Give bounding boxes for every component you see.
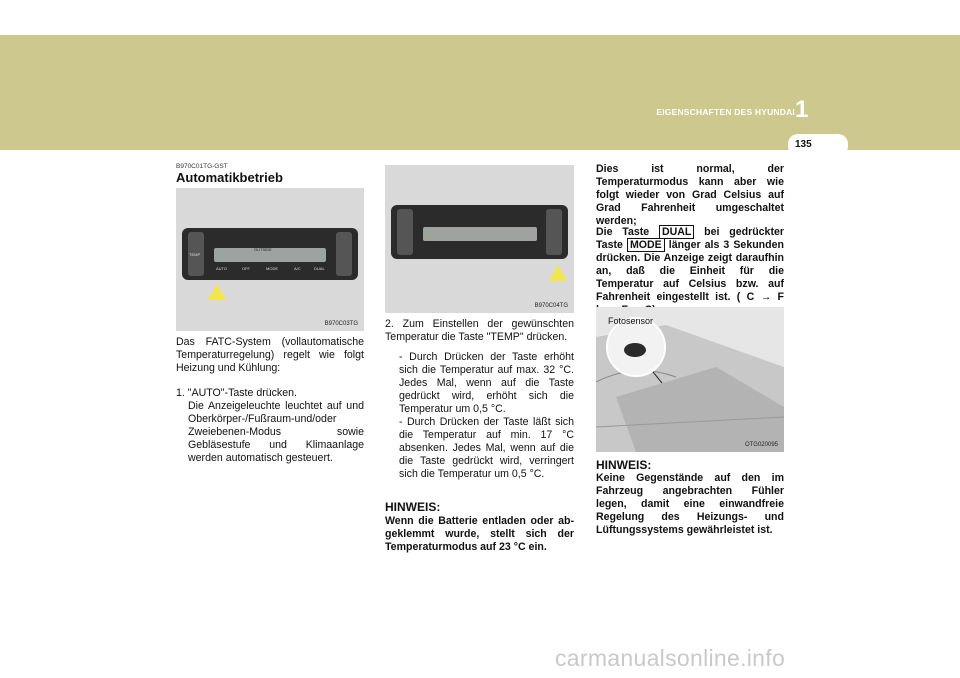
section-code: B970C01TG-GST (176, 163, 228, 170)
intro-paragraph: Das FATC-System (vollautomatische Temperaturregelung) regelt wie folgt Heizung und Kühlung: (176, 336, 364, 374)
figure-code-3: OTG020095 (744, 442, 778, 448)
outside-label: OUTSIDE (254, 247, 272, 252)
section-title: EIGENSCHAFTEN DES HYUNDAI (656, 107, 795, 117)
pointer-arrow-icon-2 (549, 265, 567, 281)
note-body-1: Wenn die Batterie entladen oder ab-geklemmt wurde, stellt sich der Temperaturmodus auf 23 °C ein. (385, 515, 574, 553)
photosensor-figure (596, 307, 784, 452)
climate-panel-figure-2 (385, 165, 574, 313)
temp-left-button-2 (397, 209, 413, 255)
step-2-bullet-1: - Durch Drücken der Taste erhöht sich die Temperatur auf max. 32 °C. Jedes Mal, wenn auf die Taste gedrückt wird, erhöht sich die Temperatur um 0,5 °C. (399, 351, 574, 415)
climate-control-panel (182, 228, 358, 280)
temp-right-button-2 (546, 209, 562, 255)
panel-dual-label: DUAL (314, 266, 325, 271)
photosensor-icon (624, 343, 646, 357)
climate-display-2 (423, 227, 537, 241)
step-1-title: 1. "AUTO"-Taste drücken. (176, 387, 297, 399)
figure-code-2: B970C04TG (534, 303, 568, 309)
step-2-bullet-2: - Durch Drücken der Taste läßt sich die Temperatur auf min. 17 °C absenken. Jedes Mal, wenn auf die die Taste gedrückt wird, verringert sich die Temperatur um 0,5 °C. (399, 416, 574, 480)
panel-mode-label: MODE (266, 266, 278, 271)
unit-switch-instruction (596, 226, 784, 317)
photosensor-label: Fotosensor (608, 316, 654, 326)
instruction-part-3: länger als 3 Sekunden drücken. Die Anzeige zeigt daraufhin an, daß die Einheit für die Temperatur auf Celsius bzw. auf Fahrenheit eingestellt ist. ( C → F (596, 239, 784, 303)
instruction-part-1: Die Taste (596, 226, 650, 238)
climate-display (214, 248, 326, 262)
unit-switch-intro: Dies ist normal, der Temperaturmodus kann aber wie folgt wieder von Grad Celsius auf Grad Fahrenheit umgeschaltet werden; (596, 163, 784, 227)
panel-ac-label: A/C (294, 266, 301, 271)
step-1-body: Die Anzeigeleuchte leuchtet auf und Oberkörper-/Fußraum-und/oder Zweiebenen-Modus sowie Gebläsestufe und Klimaanlage werden automatisch gesteuert. (188, 400, 364, 464)
page-number: 135 (795, 139, 812, 150)
mode-key-label: MODE (627, 238, 665, 252)
header-band (0, 35, 884, 150)
panel-temp-label: TEMP (189, 252, 201, 257)
sensor-callout (606, 317, 666, 377)
dual-key-label: DUAL (659, 225, 694, 239)
figure-code: B970C03TG (324, 321, 358, 327)
chapter-tab (884, 35, 960, 150)
pointer-arrow-icon (208, 284, 226, 300)
chapter-number: 1 (795, 96, 809, 123)
instruction-part-2: bei gedrückter Taste (596, 226, 784, 251)
section-heading: Automatikbetrieb (176, 170, 283, 185)
step-2-title: 2. Zum Einstellen der gewünschten Temperatur die Taste "TEMP" drücken. (385, 318, 574, 343)
note-title-2: HINWEIS: (596, 458, 652, 472)
note-body-2: Keine Gegenstände auf den im Fahrzeug angebrachten Fühler legen, damit eine einwandfreie Regelung des Heizungs- und Lüftungssystems gewährleistet ist. (596, 472, 784, 536)
temp-right-button (336, 232, 352, 276)
right-margin (884, 150, 960, 530)
panel-auto-label: AUTO (216, 266, 228, 271)
watermark: carmanualsonline.info (555, 645, 786, 671)
climate-panel-figure-1 (176, 188, 364, 331)
climate-control-panel-2 (391, 205, 568, 259)
panel-off-label: OFF (242, 266, 250, 271)
note-title-1: HINWEIS: (385, 500, 441, 514)
